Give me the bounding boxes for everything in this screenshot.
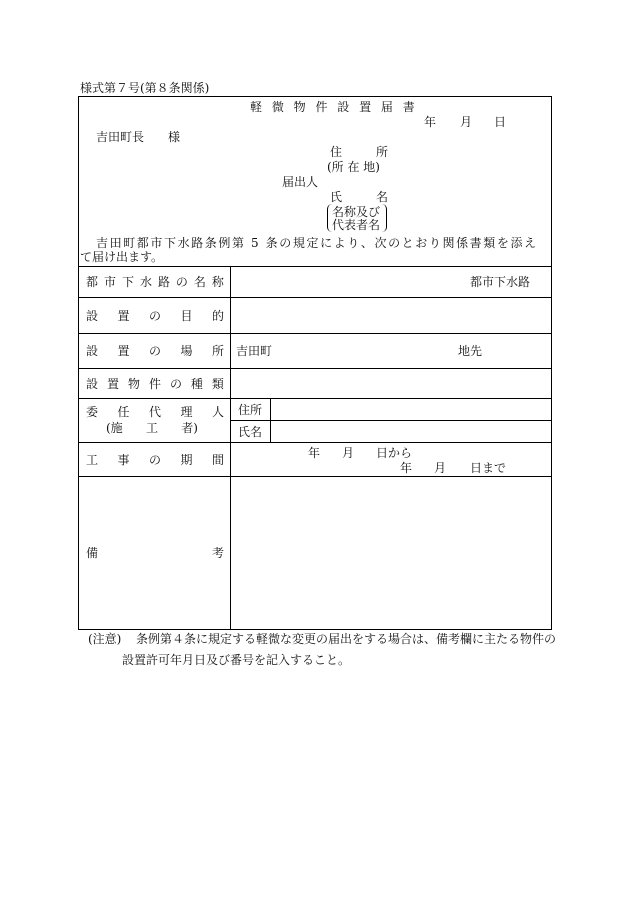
note-line-2: 設置許可年月日及び番号を記入すること。: [122, 653, 351, 667]
location-suffix: 地先: [458, 344, 483, 358]
rule-4: [79, 398, 551, 399]
rule-6: [79, 476, 551, 477]
row-location-label: 設 置 の 場 所: [86, 344, 224, 358]
agent-subcolumn-divider: [270, 398, 271, 442]
applicant-address-note: (所 在 地): [327, 160, 380, 174]
intro-line-1: 吉田町都市下水路条例第 5 条の規定により、次のとおり関係書類を添え: [96, 236, 538, 250]
applicant-address-label-1: 住: [330, 145, 343, 159]
period-field[interactable]: [234, 444, 546, 474]
row-remarks-label: 備 考: [86, 546, 224, 560]
addressee-name: 吉田町長: [96, 130, 145, 144]
row-agent-label: 委 任 代 理 人: [86, 405, 224, 419]
item-type-field[interactable]: [234, 371, 546, 395]
date-day-label: 日: [494, 115, 507, 129]
rule-2: [79, 333, 551, 334]
period-to-month: 月: [434, 461, 447, 475]
note-prefix: (注意): [88, 632, 122, 646]
applicant-name-note-2: 代表者名: [332, 218, 381, 232]
sewer-name-suffix: 都市下水路: [470, 275, 531, 289]
location-field[interactable]: [276, 338, 454, 364]
period-to-year: 年: [400, 461, 413, 475]
applicant-name-note-1: 名称及び: [332, 205, 381, 219]
sewer-name-field[interactable]: [234, 270, 464, 294]
applicant-name-label-1: 氏: [330, 190, 343, 204]
row-purpose-label: 設 置 の 目 的: [86, 309, 224, 323]
applicant-name-label-2: 名: [376, 190, 389, 204]
rule-5: [79, 442, 551, 443]
purpose-field[interactable]: [234, 301, 546, 329]
note-line-1: 条例第４条に規定する軽微な変更の届出をする場合は、備考欄に主たる物件の: [136, 632, 557, 646]
date-year-label: 年: [424, 115, 437, 129]
rule-top: [79, 266, 551, 267]
intro-line-2: て届け出ます。: [80, 250, 164, 264]
row-sewer-name-label: 都 市 下 水 路 の 名 称: [86, 275, 224, 289]
remarks-field[interactable]: [234, 480, 546, 624]
rule-1: [79, 297, 551, 298]
rule-agent-mid: [231, 420, 551, 421]
applicant-address-label-2: 所: [376, 145, 389, 159]
addressee-honorific: 様: [168, 130, 181, 144]
date-month-label: 月: [460, 115, 473, 129]
label-column-divider: [230, 266, 231, 629]
form-title: 軽 微 物 件 設 置 届 書: [250, 100, 418, 114]
applicant-label: 届出人: [282, 175, 319, 189]
period-from-day: 日から: [376, 446, 413, 460]
row-agent-sublabel: (施 工 者): [106, 421, 198, 435]
location-prefix: 吉田町: [236, 344, 273, 358]
agent-address-label: 住所: [238, 403, 263, 417]
agent-name-label: 氏名: [238, 425, 263, 439]
agent-address-field[interactable]: [274, 400, 546, 418]
row-period-label: 工 事 の 期 間: [86, 453, 224, 467]
period-to-day: 日まで: [470, 461, 507, 475]
row-item-type-label: 設 置 物 件 の 種 類: [86, 377, 224, 391]
period-from-month: 月: [342, 446, 355, 460]
agent-name-field[interactable]: [274, 422, 546, 440]
rule-3: [79, 368, 551, 369]
period-from-year: 年: [308, 446, 321, 460]
form-number: 様式第７号(第８条関係): [80, 81, 210, 95]
